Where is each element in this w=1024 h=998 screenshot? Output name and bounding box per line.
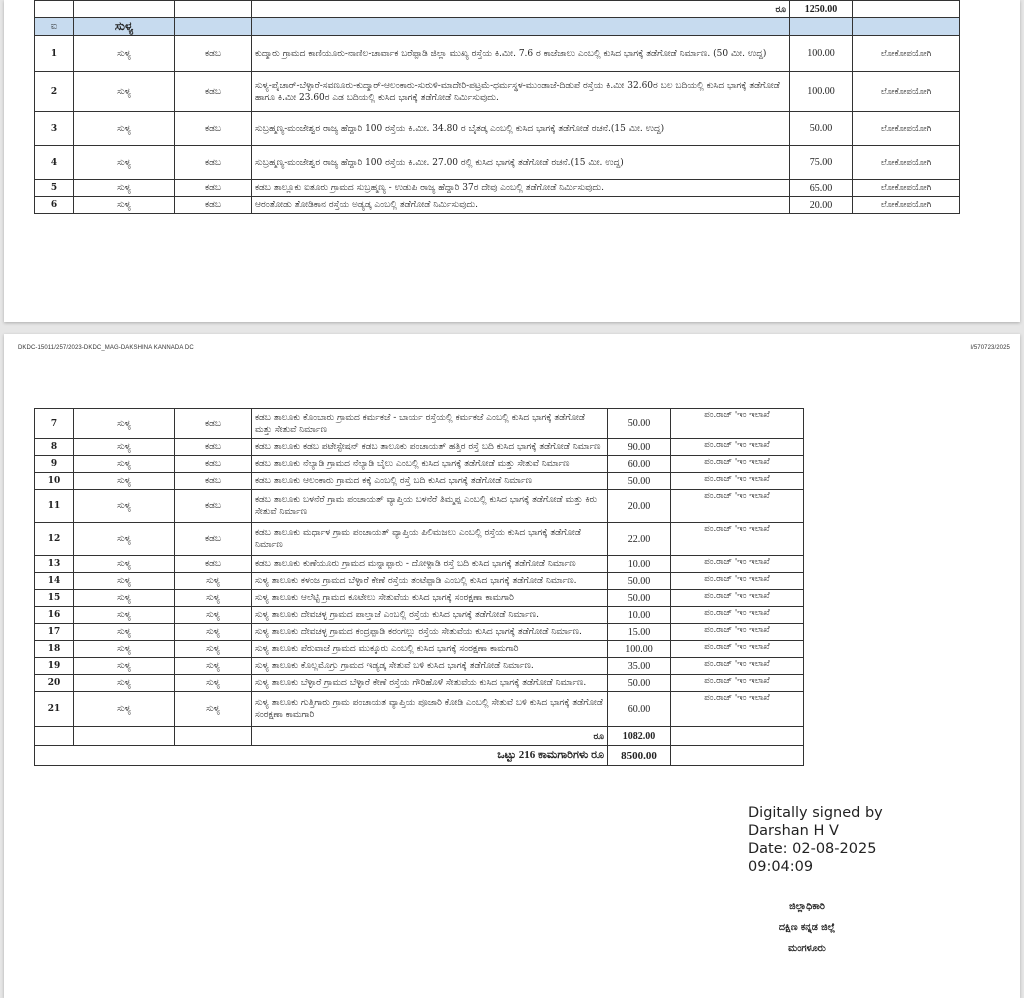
taluk-cell: ಸುಳ್ಯ [74,180,175,197]
department-cell: ಪಂ.ರಾಜ್ 'ಇಂ ಇಲಾಖೆ [671,590,804,607]
previous-section-total: 1250.00 [790,1,853,18]
office-designation [760,896,854,959]
works-table-page-2 [34,408,804,766]
work-description: ಕುದ್ಮಾರು ಗ್ರಾಮದ ಕಾಣಿಯೂರು-ನಾಣಿಲ-ಚಾರ್ವಾಕ ಬರೆಪ್ಪಾಡಿ ಜಿಲ್ಲಾ ಮುಖ್ಯ ರಸ್ತೆಯ ಕಿ.ಮೀ. 7.6 ರ ಕಾಜೆಜಾಲು ಎಂಬಲ್ಲಿ ಕುಸಿದ ಭಾಗಕ್ಕೆ ತಡೆಗೋಡೆ ನಿರ್ಮಾಣ. (50 ಮೀ. ಉದ್ದ) [252,36,790,72]
table-row [35,146,960,180]
department-cell: ಲೋಕೋಪಯೋಗಿ [853,180,960,197]
work-description: ಸುಳ್ಯ ತಾಲೂಕು ಪೆರುವಾಜೆ ಗ್ರಾಮದ ಮುಕ್ಕೂರು ಎಂಬಲ್ಲಿ ಕುಸಿದ ಭಾಗಕ್ಕೆ ಸಂರಕ್ಷಣಾ ಕಾಮಗಾರಿ [252,641,608,658]
taluk-cell: ಸುಳ್ಯ [74,692,175,727]
table-row [35,523,804,556]
constituency-cell: ಕಡಬ [175,197,252,214]
work-description: ಕಡಬ ತಾಲೂಕು ಬಳನೆರೆ ಗ್ರಾಮ ಪಂಚಾಯತ್ ವ್ಯಾಪ್ತಿಯ ಬಳನೆರೆ ತಿಮ್ಮಪ್ಪ ಎಂಬಲ್ಲಿ ಕುಸಿದ ಭಾಗಕ್ಕೆ ತಡೆಗೋಡೆ ಮತ್ತು ಕಿರು ಸೇತುವೆ ನಿರ್ಮಾಣ [252,490,608,523]
work-description: ಸುಳ್ಯ ತಾಲೂಕು ದೇವಚಳ್ಳ ಗ್ರಾಮದ ಪಾಲ್ತಾಜೆ ಎಂಬಲ್ಲಿ ರಸ್ತೆಯ ಕುಸಿದ ಭಾಗಕ್ಕೆ ತಡೆಗೋಡೆ ನಿರ್ಮಾಣ. [252,607,608,624]
table-row [35,692,804,727]
file-reference: DKDC-15011/257/2023-DKDC_MAG-DAKSHINA KANNADA DC [18,345,194,351]
row-number: 9 [35,456,74,473]
work-description: ಸುಬ್ರಹ್ಮಣ್ಯ-ಮಂಜೇಶ್ವರ ರಾಜ್ಯ ಹೆದ್ದಾರಿ 100 ರಸ್ತೆಯ ಕಿ.ಮೀ. 27.00 ರಲ್ಲಿ ಕುಸಿದ ಭಾಗಕ್ಕೆ ತಡೆಗೋಡೆ ರಚನೆ.(15 ಮೀ. ಉದ್ದ) [252,146,790,180]
amount-cell: 75.00 [790,146,853,180]
section-index: ಐ [35,18,74,36]
table-row [35,607,804,624]
constituency-cell: ಸುಳ್ಯ [175,624,252,641]
department-cell: ಲೋಕೋಪಯೋಗಿ [853,146,960,180]
amount-cell: 50.00 [790,112,853,146]
department-cell: ಪಂ.ರಾಜ್ 'ಇಂ ಇಲಾಖೆ [671,607,804,624]
amount-cell: 10.00 [608,556,671,573]
signature-date: Date: 02-08-2025 [748,841,877,857]
department-cell: ಪಂ.ರಾಜ್ 'ಇಂ ಇಲಾಖೆ [671,641,804,658]
department-cell: ಪಂ.ರಾಜ್ 'ಇಂ ಇಲಾಖೆ [671,409,804,439]
work-description: ಕಡಬ ತಾಲೂಕು ಮರ್ಧಾಳ ಗ್ರಾಮ ಪಂಚಾಯತ್ ವ್ಯಾಪ್ತಿಯ ಪಿಲಿಮಜಲು ಎಂಬಲ್ಲಿ ರಸ್ತೆಯ ಕುಸಿದ ಭಾಗಕ್ಕೆ ತಡೆಗೋಡೆ ನಿರ್ಮಾಣ [252,523,608,556]
taluk-cell: ಸುಳ್ಯ [74,573,175,590]
table-row [35,197,960,214]
table-row [35,624,804,641]
taluk-cell: ಸುಳ್ಯ [74,641,175,658]
taluk-cell: ಸುಳ್ಯ [74,146,175,180]
constituency-cell: ಕಡಬ [175,456,252,473]
table-row [35,456,804,473]
section-name: ಸುಳ್ಯ [74,18,175,36]
signature-time: 09:04:09 [748,859,814,875]
amount-cell: 50.00 [608,409,671,439]
section-header-row [35,18,960,36]
constituency-cell: ಸುಳ್ಯ [175,675,252,692]
constituency-cell: ಕಡಬ [175,146,252,180]
amount-cell: 50.00 [608,675,671,692]
constituency-cell: ಕಡಬ [175,556,252,573]
row-number: 17 [35,624,74,641]
row-number: 3 [35,112,74,146]
row-number: 1 [35,36,74,72]
taluk-cell: ಸುಳ್ಯ [74,36,175,72]
row-number: 2 [35,72,74,112]
amount-cell: 35.00 [608,658,671,675]
amount-cell: 100.00 [790,36,853,72]
table-row [35,473,804,490]
row-number: 21 [35,692,74,727]
table-row [35,658,804,675]
amount-cell: 65.00 [790,180,853,197]
table-row [35,112,960,146]
table-row [35,180,960,197]
department-cell: ಪಂ.ರಾಜ್ 'ಇಂ ಇಲಾಖೆ [671,456,804,473]
table-row [35,573,804,590]
taluk-cell: ಸುಳ್ಯ [74,556,175,573]
department-cell: ಪಂ.ರಾಜ್ 'ಇಂ ಇಲಾಖೆ [671,439,804,456]
taluk-cell: ಸುಳ್ಯ [74,473,175,490]
currency-label: ರೂ [252,727,608,746]
taluk-cell: ಸುಳ್ಯ [74,490,175,523]
taluk-cell: ಸುಳ್ಯ [74,409,175,439]
row-number: 10 [35,473,74,490]
grand-total-row [35,746,804,766]
taluk-cell: ಸುಳ್ಯ [74,197,175,214]
department-cell: ಪಂ.ರಾಜ್ 'ಇಂ ಇಲಾಖೆ [671,556,804,573]
taluk-cell: ಸುಳ್ಯ [74,624,175,641]
amount-cell: 10.00 [608,607,671,624]
constituency-cell: ಸುಳ್ಯ [175,573,252,590]
work-description: ಕಡಬ ತಾಲೂಕು ಆಲಂಕಾರು ಗ್ರಾಮದ ಕಕ್ಕೆ ಎಂಬಲ್ಲಿ ರಸ್ತೆ ಬದಿ ಕುಸಿದ ಭಾಗಕ್ಕೆ ತಡೆಗೋಡೆ ನಿರ್ಮಾಣ [252,473,608,490]
digital-signature [748,804,883,876]
work-description: ಸುಳ್ಯ ತಾಲೂಕು ಬೆಳ್ಳಾರೆ ಗ್ರಾಮದ ಬೆಳ್ಳಾರೆ ಕೇಣೆ ರಸ್ತೆಯ ಗೌರಿಹೊಳೆ ಸೇತುವೆಯ ಕುಸಿದ ಭಾಗಕ್ಕೆ ತಡೆಗೋಡೆ ನಿರ್ಮಾಣ. [252,675,608,692]
amount-cell: 50.00 [608,473,671,490]
row-number: 18 [35,641,74,658]
work-description: ಕಡಬ ತಾಲೂಕು ಕೊಂಬಾರು ಗ್ರಾಮದ ಕರ್ಮಕಜೆ - ಬಾರ್ಯ ರಸ್ತೆಯಲ್ಲಿ ಕರ್ಮಕಜೆ ಎಂಬಲ್ಲಿ ಕುಸಿದ ಭಾಗಕ್ಕೆ ತಡೆಗೋಡೆ ಮತ್ತು ಸೇತುವೆ ನಿರ್ಮಾಣ [252,409,608,439]
taluk-cell: ಸುಳ್ಯ [74,72,175,112]
department-cell: ಲೋಕೋಪಯೋಗಿ [853,197,960,214]
amount-cell: 90.00 [608,439,671,456]
constituency-cell: ಕಡಬ [175,72,252,112]
document-page-1 [4,0,1020,322]
constituency-cell: ಸುಳ್ಯ [175,692,252,727]
city: ಮಂಗಳೂರು [788,943,826,954]
constituency-cell: ಕಡಬ [175,36,252,72]
table-row [35,409,804,439]
amount-cell: 20.00 [608,490,671,523]
row-number: 11 [35,490,74,523]
work-description: ಸುಳ್ಯ ತಾಲೂಕು ಕಳಂಜ ಗ್ರಾಮದ ಬೆಳ್ಳಾರೆ ಕೇಣೆ ರಸ್ತೆಯ ತಂಟೆಪ್ಪಾಡಿ ಎಂಬಲ್ಲಿ ಕುಸಿದ ಭಾಗಕ್ಕೆ ತಡೆಗೋಡೆ ನಿರ್ಮಾಣ. [252,573,608,590]
grand-total-amount: 8500.00 [608,746,671,766]
works-table-page-1 [34,0,960,214]
taluk-cell: ಸುಳ್ಯ [74,456,175,473]
district: ದಕ್ಷಿಣ ಕನ್ನಡ ಜಿಲ್ಲೆ [778,922,836,933]
department-cell: ಲೋಕೋಪಯೋಗಿ [853,36,960,72]
amount-cell: 60.00 [608,456,671,473]
work-description: ಸುಳ್ಯ ತಾಲೂಕು ಗುತ್ತಿಗಾರು ಗ್ರಾಮ ಪಂಚಾಯತ ವ್ಯಾಪ್ತಿಯ ಪೂಜಾರಿ ಕೋಡಿ ಎಂಬಲ್ಲಿ ಸೇತುವೆ ಬಳಿ ಕುಸಿದ ಭಾಗಕ್ಕೆ ತಡೆಗೋಡೆ ಸಂರಕ್ಷಣಾ ಕಾಮಗಾರಿ [252,692,608,727]
taluk-cell: ಸುಳ್ಯ [74,439,175,456]
table-row [35,641,804,658]
department-cell: ಪಂ.ರಾಜ್ 'ಇಂ ಇಲಾಖೆ [671,573,804,590]
row-number: 4 [35,146,74,180]
signer-name: Darshan H V [748,823,839,839]
constituency-cell: ಕಡಬ [175,409,252,439]
amount-cell: 60.00 [608,692,671,727]
taluk-cell: ಸುಳ್ಯ [74,675,175,692]
department-cell: ಪಂ.ರಾಜ್ 'ಇಂ ಇಲಾಖೆ [671,523,804,556]
designation: ಜಿಲ್ಲಾಧಿಕಾರಿ [789,901,825,912]
constituency-cell: ಸುಳ್ಯ [175,658,252,675]
work-description: ಕಡಬ ತಾಲ್ಲೂಕು ಐತೂರು ಗ್ರಾಮದ ಸುಬ್ರಹ್ಮಣ್ಯ - ಉಡುಪಿ ರಾಜ್ಯ ಹೆದ್ದಾರಿ 37ರ ದೇವು ಎಂಬಲ್ಲಿ ತಡೆಗೋಡೆ ನಿರ್ಮಿಸುವುದು. [252,180,790,197]
amount-cell: 100.00 [790,72,853,112]
inward-number: I/570723/2025 [970,345,1010,351]
work-description: ಕಡಬ ತಾಲೂಕು ನೆಲ್ಯಾಡಿ ಗ್ರಾಮದ ನೆಲ್ಯಾಡಿ ಬೈಲು ಎಂಬಲ್ಲಿ ಕುಸಿದ ಭಾಗಕ್ಕೆ ತಡೆಗೋಡೆ ಮತ್ತು ಸೇತುವೆ ನಿರ್ಮಾಣ [252,456,608,473]
work-description: ಸುಳ್ಯ ತಾಲೂಕು ಆಲೆಟ್ಟಿ ಗ್ರಾಮದ ಕೂಟೇಲು ಸೇತುವೆಯ ಕುಸಿದ ಭಾಗಕ್ಕೆ ಸಂರಕ್ಷಣಾ ಕಾಮಗಾರಿ [252,590,608,607]
table-row [35,675,804,692]
document-page-2 [4,334,1020,998]
row-number: 12 [35,523,74,556]
row-number: 20 [35,675,74,692]
constituency-cell: ಸುಳ್ಯ [175,590,252,607]
department-cell: ಪಂ.ರಾಜ್ 'ಇಂ ಇಲಾಖೆ [671,658,804,675]
constituency-cell: ಕಡಬ [175,490,252,523]
section-total-amount: 1082.00 [608,727,671,746]
department-cell: ಲೋಕೋಪಯೋಗಿ [853,112,960,146]
work-description: ಸುಬ್ರಹ್ಮಣ್ಯ-ಮಂಜೇಶ್ವರ ರಾಜ್ಯ ಹೆದ್ದಾರಿ 100 ರಸ್ತೆಯ ಕಿ.ಮೀ. 34.80 ರ ಬೈತಡ್ಕ ಎಂಬಲ್ಲಿ ಕುಸಿದ ಭಾಗಕ್ಕೆ ತಡೆಗೋಡೆ ರಚನೆ.(15 ಮೀ. ಉದ್ದ) [252,112,790,146]
row-number: 8 [35,439,74,456]
amount-cell: 20.00 [790,197,853,214]
constituency-cell: ಕಡಬ [175,180,252,197]
table-row [35,556,804,573]
row-number: 19 [35,658,74,675]
department-cell: ಪಂ.ರಾಜ್ 'ಇಂ ಇಲಾಖೆ [671,692,804,727]
currency-label: ರೂ [252,1,790,18]
work-description: ಸುಳ್ಯ ತಾಲೂಕು ಕೊಲ್ಲಮೊಗ್ರು ಗ್ರಾಮದ ಇಡ್ಯಡ್ಕ ಸೇತುವೆ ಬಳಿ ಕುಸಿದ ಭಾಗಕ್ಕೆ ತಡೆಗೋಡೆ ನಿರ್ಮಾಣ. [252,658,608,675]
amount-cell: 50.00 [608,573,671,590]
work-description: ಸುಳ್ಯ-ಪೈಚಾರ್-ಬೆಳ್ಳಾರೆ-ಸವಣೂರು-ಕುದ್ಮಾರ್-ಆಲಂಕಾರು-ಸುರುಳಿ-ಮಾದೇರಿ-ಪಟ್ರಮೆ-ಧರ್ಮಸ್ಥಳ-ಮುಂಡಾಜೆ-ದಿಡುಪೆ ರಸ್ತೆಯ ಕಿ.ಮೀ 32.60ರ ಬಲ ಬದಿಯಲ್ಲಿ ಕುಸಿದ ಭಾಗಕ್ಕೆ ತಡೆಗೋಡೆ ಹಾಗೂ ಕಿ.ಮೀ 23.60ರ ಎಡ ಬದಿಯಲ್ಲಿ ಕುಸಿದ ಭಾಗಕ್ಕೆ ತಡೆಗೋಡೆ ನಿರ್ಮಿಸುವುದು. [252,72,790,112]
section-total-row [35,727,804,746]
constituency-cell: ಸುಳ್ಯ [175,607,252,624]
constituency-cell: ಕಡಬ [175,439,252,456]
department-cell: ಪಂ.ರಾಜ್ 'ಇಂ ಇಲಾಖೆ [671,473,804,490]
row-number: 7 [35,409,74,439]
signature-line: Digitally signed by [748,805,883,821]
row-number: 6 [35,197,74,214]
table-row [35,490,804,523]
amount-cell: 100.00 [608,641,671,658]
table-row [35,72,960,112]
constituency-cell: ಕಡಬ [175,473,252,490]
department-cell: ಪಂ.ರಾಜ್ 'ಇಂ ಇಲಾಖೆ [671,624,804,641]
row-number: 13 [35,556,74,573]
table-row [35,439,804,456]
department-cell: ಪಂ.ರಾಜ್ 'ಇಂ ಇಲಾಖೆ [671,675,804,692]
row-number: 15 [35,590,74,607]
work-description: ಆರಂತೋಡು ತೋಡಿಕಾನ ರಸ್ತೆಯ ಅಡ್ಯಡ್ಕ ಎಂಬಲ್ಲಿ ತಡೆಗೋಡೆ ನಿರ್ಮಿಸುವುದು. [252,197,790,214]
taluk-cell: ಸುಳ್ಯ [74,590,175,607]
amount-cell: 50.00 [608,590,671,607]
constituency-cell: ಕಡಬ [175,523,252,556]
table-row [35,590,804,607]
work-description: ಕಡಬ ತಾಲೂಕು ಕಡಬ ಪಟೇಸ್ಟೇಷನ್ ಕಡಬ ತಾಲೂಕು ಪಂಚಾಯತ್ ಹತ್ತಿರ ರಸ್ತೆ ಬದಿ ಕುಸಿದ ಭಾಗಕ್ಕೆ ತಡೆಗೋಡೆ ನಿರ್ಮಾಣ [252,439,608,456]
table-row [35,36,960,72]
grand-total-label: ಒಟ್ಟು 216 ಕಾಮಗಾರಿಗಳು ರೂ [35,746,608,766]
constituency-cell: ಸುಳ್ಯ [175,641,252,658]
taluk-cell: ಸುಳ್ಯ [74,607,175,624]
previous-section-total-row [35,1,960,18]
amount-cell: 22.00 [608,523,671,556]
taluk-cell: ಸುಳ್ಯ [74,523,175,556]
amount-cell: 15.00 [608,624,671,641]
row-number: 5 [35,180,74,197]
row-number: 14 [35,573,74,590]
work-description: ಸುಳ್ಯ ತಾಲೂಕು ದೇವಚಳ್ಳ ಗ್ರಾಮದ ಕಂದ್ರಪ್ಪಾಡಿ ಕರಂಗಲ್ಲು ರಸ್ತೆಯ ಸೇತುವೆಯ ಕುಸಿದ ಭಾಗಕ್ಕೆ ತಡೆಗೋಡೆ ನಿರ್ಮಾಣ. [252,624,608,641]
taluk-cell: ಸುಳ್ಯ [74,658,175,675]
row-number: 16 [35,607,74,624]
work-description: ಕಡಬ ತಾಲೂಕು ಕುಣೆಯೂರು ಗ್ರಾಮದ ಮನ್ನಾಪ್ಪಾರು - ದೋಳ್ಪಾಡಿ ರಸ್ತೆ ಬದಿ ಕುಸಿದ ಭಾಗಕ್ಕೆ ತಡೆಗೋಡೆ ನಿರ್ಮಾಣ [252,556,608,573]
department-cell: ಲೋಕೋಪಯೋಗಿ [853,72,960,112]
taluk-cell: ಸುಳ್ಯ [74,112,175,146]
department-cell: ಪಂ.ರಾಜ್ 'ಇಂ ಇಲಾಖೆ [671,490,804,523]
constituency-cell: ಕಡಬ [175,112,252,146]
